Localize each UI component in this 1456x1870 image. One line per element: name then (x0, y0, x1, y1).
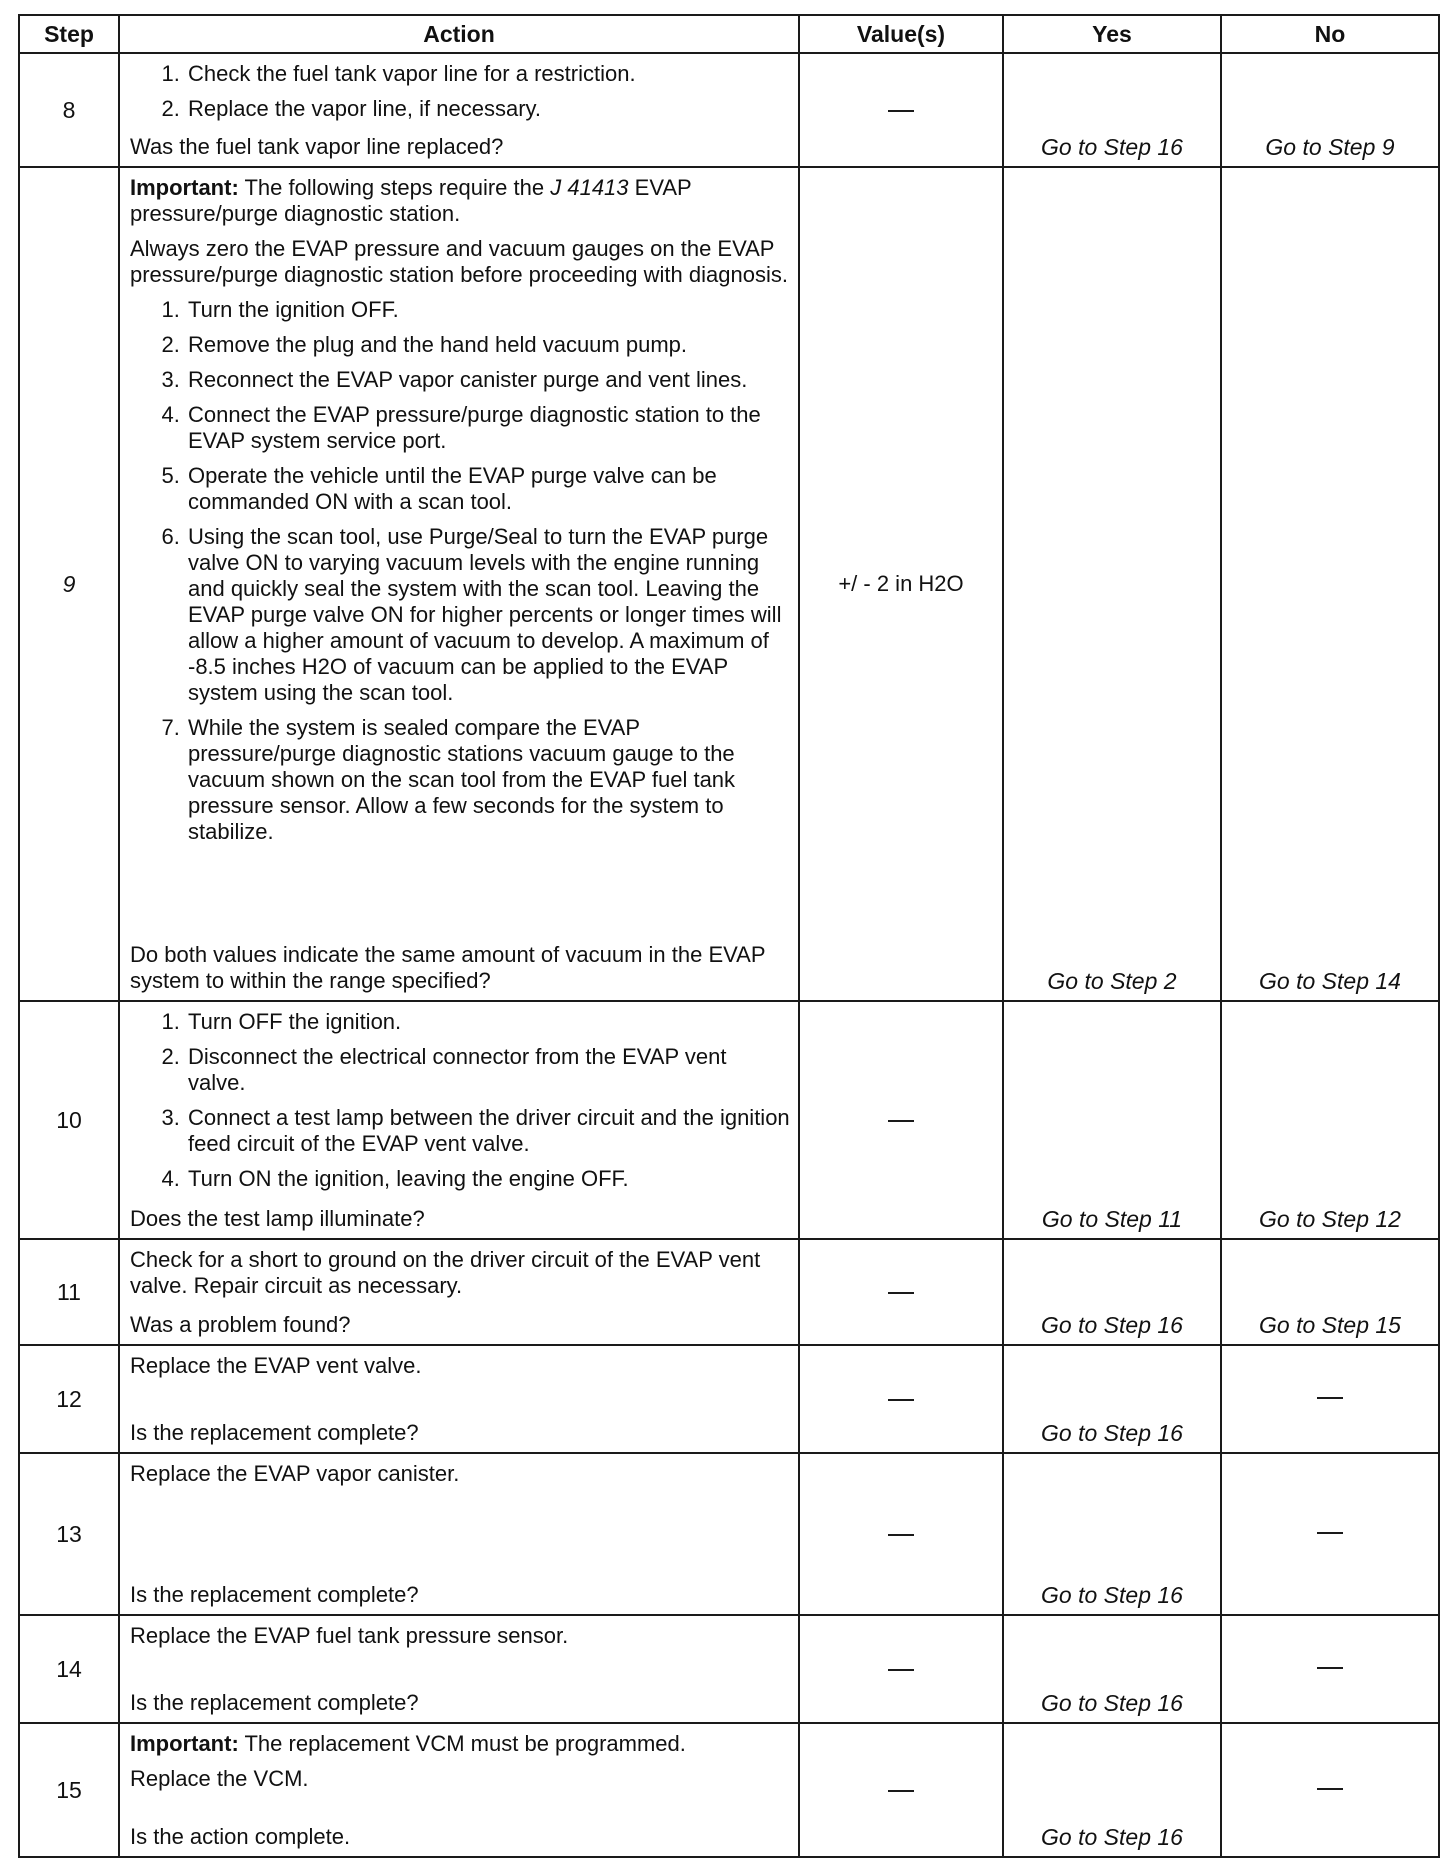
value-cell (799, 1615, 1003, 1723)
action-cell (119, 1239, 799, 1345)
action-step: 1. Check the fuel tank vapor line for a restriction. (186, 61, 790, 87)
table-row (19, 53, 1439, 167)
table-row (19, 1345, 1439, 1453)
action-question: Does the test lamp illuminate? (130, 1206, 425, 1231)
value-dash (888, 1534, 914, 1536)
important-text-end: EVAP pressure/purge diagnostic station. (130, 175, 692, 226)
important-note (130, 1731, 790, 1757)
yes-cell: Go to Step 16 (1003, 53, 1221, 167)
action-question: Was the fuel tank vapor line replaced? (130, 134, 504, 159)
table-row (19, 1453, 1439, 1615)
yes-cell: Go to Step 11 (1003, 1001, 1221, 1239)
table-row (19, 1615, 1439, 1723)
action-text: Replace the VCM. (130, 1766, 309, 1791)
header-action: Action (119, 15, 799, 53)
no-dash (1317, 1397, 1343, 1399)
value-dash (888, 110, 914, 112)
header-value: Value(s) (799, 15, 1003, 53)
yes-cell: Go to Step 16 (1003, 1453, 1221, 1615)
action-cell (119, 1723, 799, 1857)
action-step: 3. Reconnect the EVAP vapor canister purge and vent lines. (186, 367, 790, 393)
action-step: 1. Turn the ignition OFF. (186, 297, 790, 323)
action-question: Is the replacement complete? (130, 1420, 419, 1445)
action-steps (130, 1009, 790, 1192)
value-cell (799, 1723, 1003, 1857)
yes-cell: Go to Step 2 (1003, 167, 1221, 1001)
table-row (19, 167, 1439, 1001)
action-text: Replace the EVAP vapor canister. (130, 1461, 460, 1486)
yes-cell: Go to Step 16 (1003, 1615, 1221, 1723)
yes-cell: Go to Step 16 (1003, 1723, 1221, 1857)
step-number: 15 (19, 1723, 119, 1857)
action-step: 2. Replace the vapor line, if necessary. (186, 96, 790, 122)
step-number: 13 (19, 1453, 119, 1615)
no-dash (1317, 1667, 1343, 1669)
table-row (19, 1001, 1439, 1239)
value-cell (799, 1001, 1003, 1239)
value-dash (888, 1669, 914, 1671)
step-number: 14 (19, 1615, 119, 1723)
action-question: Is the action complete. (130, 1824, 351, 1849)
action-steps (130, 297, 790, 845)
action-text: Check for a short to ground on the driver circuit of the EVAP vent valve. Repair circuit as necessary. (130, 1247, 761, 1298)
header-step: Step (19, 15, 119, 53)
yes-cell: Go to Step 16 (1003, 1239, 1221, 1345)
no-dash (1317, 1532, 1343, 1534)
header-yes: Yes (1003, 15, 1221, 53)
value-dash (888, 1399, 914, 1401)
no-cell (1221, 1723, 1439, 1857)
value-cell (799, 1453, 1003, 1615)
action-cell (119, 53, 799, 167)
action-step: 7. While the system is sealed compare the EVAP pressure/purge diagnostic stations vacuum gauge to the vacuum shown on the scan tool from the EVAP fuel tank pressure sensor. Allow a few seconds for the system to stabilize. (186, 715, 790, 845)
action-step: 5. Operate the vehicle until the EVAP purge valve can be commanded ON with a scan tool. (186, 463, 790, 515)
action-step: 4. Turn ON the ignition, leaving the engine OFF. (186, 1166, 790, 1192)
header-no: No (1221, 15, 1439, 53)
important-text: The replacement VCM must be programmed. (244, 1731, 686, 1756)
diagnostic-table (18, 14, 1440, 1858)
action-step: 6. Using the scan tool, use Purge/Seal to turn the EVAP purge valve ON to varying vacuum levels with the engine running and quickly seal the system with the scan tool. Leaving the EVAP purge valve ON for higher percents or longer times will allow a higher amount of vacuum to develop. A maximum of -8.5 inches H2O of vacuum can be applied to the EVAP system using the scan tool. (186, 524, 790, 706)
action-question: Was a problem found? (130, 1312, 351, 1337)
action-question: Is the replacement complete? (130, 1690, 419, 1715)
no-cell: Go to Step 15 (1221, 1239, 1439, 1345)
important-label: Important: (130, 1731, 239, 1756)
action-question: Do both values indicate the same amount of vacuum in the EVAP system to within the range specified? (130, 942, 766, 993)
value-dash (888, 1790, 914, 1792)
important-note (130, 175, 790, 227)
important-text: The following steps require the (244, 175, 545, 200)
value-dash (888, 1292, 914, 1294)
no-dash (1317, 1788, 1343, 1790)
yes-cell: Go to Step 16 (1003, 1345, 1221, 1453)
step-number: 11 (19, 1239, 119, 1345)
zero-gauges-note: Always zero the EVAP pressure and vacuum gauges on the EVAP pressure/purge diagnostic station before proceeding with diagnosis. (130, 236, 788, 287)
no-cell: Go to Step 9 (1221, 53, 1439, 167)
value-cell (799, 53, 1003, 167)
value-cell (799, 1345, 1003, 1453)
step-number: 8 (19, 53, 119, 167)
action-cell (119, 1453, 799, 1615)
value-cell (799, 1239, 1003, 1345)
action-text: Replace the EVAP vent valve. (130, 1353, 422, 1378)
action-cell (119, 1615, 799, 1723)
table-row (19, 1239, 1439, 1345)
action-cell (119, 167, 799, 1001)
value-dash (888, 1120, 914, 1122)
no-cell (1221, 1615, 1439, 1723)
action-steps (130, 61, 790, 122)
no-cell (1221, 1453, 1439, 1615)
table-header-row (19, 15, 1439, 53)
action-step: 1. Turn OFF the ignition. (186, 1009, 790, 1035)
step-number: 9 (19, 167, 119, 1001)
no-cell: Go to Step 14 (1221, 167, 1439, 1001)
action-cell (119, 1001, 799, 1239)
action-cell (119, 1345, 799, 1453)
action-step: 4. Connect the EVAP pressure/purge diagnostic station to the EVAP system service port. (186, 402, 790, 454)
table-row (19, 1723, 1439, 1857)
step-number: 12 (19, 1345, 119, 1453)
action-text: Replace the EVAP fuel tank pressure sensor. (130, 1623, 569, 1648)
tool-number: J 41413 (550, 175, 629, 200)
important-label: Important: (130, 175, 239, 200)
action-step: 2. Disconnect the electrical connector from the EVAP vent valve. (186, 1044, 790, 1096)
no-cell (1221, 1345, 1439, 1453)
no-cell: Go to Step 12 (1221, 1001, 1439, 1239)
action-step: 2. Remove the plug and the hand held vacuum pump. (186, 332, 790, 358)
value-cell: +/ - 2 in H2O (799, 167, 1003, 1001)
action-step: 3. Connect a test lamp between the driver circuit and the ignition feed circuit of the EVAP vent valve. (186, 1105, 790, 1157)
action-question: Is the replacement complete? (130, 1582, 419, 1607)
step-number: 10 (19, 1001, 119, 1239)
